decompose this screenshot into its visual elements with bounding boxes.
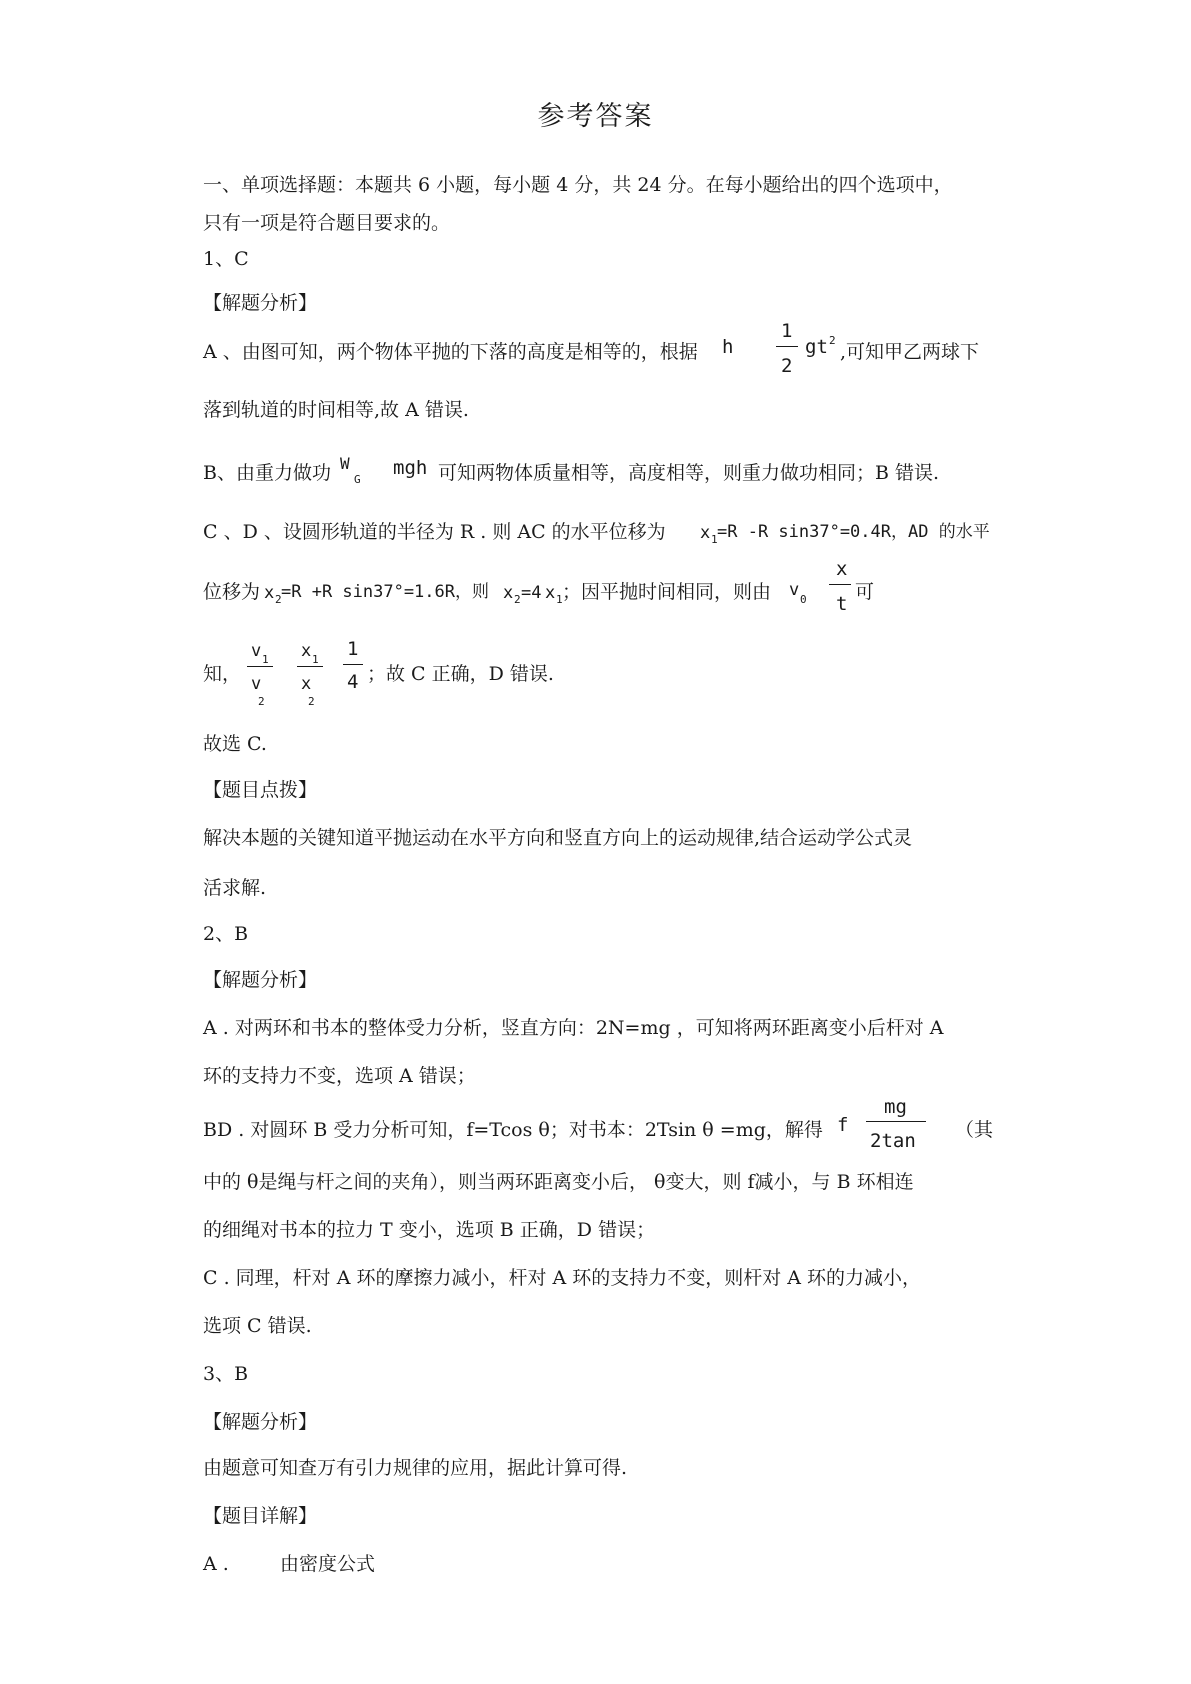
q1-tip-label: 【题目点拨】 [203, 779, 318, 801]
fraction-denominator-sub: 2 [308, 695, 315, 708]
q1-analysis-label: 【解题分析】 [203, 292, 318, 314]
fraction-numerator: mg [884, 1096, 907, 1118]
formula-x2-b-sub: 2 [514, 593, 521, 606]
fraction-denominator-sub: 2 [258, 695, 265, 708]
fraction-numerator-sub: 1 [312, 653, 319, 666]
q3-option-a-label: A . [203, 1553, 229, 1575]
formula-gt: gt [805, 336, 828, 358]
formula-x1-b: x [545, 583, 556, 603]
formula-x1-b-sub: 1 [556, 593, 563, 606]
q1-option-b-text-end: 可知两物体质量相等，高度相等，则重力做功相同；B 错误. [438, 462, 940, 484]
fraction-bar [247, 666, 273, 667]
formula-exponent: 2 [829, 334, 836, 347]
q1-option-cd-line2: 位移为 [203, 581, 261, 603]
q2-option-bd-line1-end: （其 [955, 1119, 994, 1141]
fraction-bar [866, 1121, 926, 1122]
fraction-numerator-sub: 1 [262, 653, 269, 666]
fraction-denominator: 4 [347, 671, 359, 693]
fraction-bar [776, 346, 798, 347]
q2-answer: 2、B [203, 923, 249, 945]
q2-option-a-line2: 环的支持力不变，选项 A 错误； [203, 1065, 476, 1087]
formula-f: f [837, 1114, 849, 1136]
q1-tip-line2: 活求解. [203, 877, 267, 899]
section-heading-line2: 只有一项是符合题目要求的。 [203, 212, 451, 234]
q1-option-cd-line3-text: ；故 C 正确，D 错误. [367, 663, 554, 685]
formula-w-sub: G [354, 473, 361, 486]
q1-tip-line1: 解决本题的关键知道平抛运动在水平方向和竖直方向上的运动规律,结合运动学公式灵 [203, 827, 913, 849]
formula-x1: x [700, 523, 711, 543]
q1-choose: 故选 C. [203, 733, 267, 755]
q1-option-a-text: A 、由图可知，两个物体平抛的下落的高度是相等的，根据 [203, 341, 698, 363]
formula-x2-b: x [503, 583, 514, 603]
fraction-denominator: v [251, 674, 262, 694]
q3-detail-label: 【题目详解】 [203, 1505, 318, 1527]
q1-option-cd-line2-eq: =R +R sin37°=1.6R，则 [281, 582, 489, 602]
formula-v0-sub: 0 [800, 593, 807, 606]
formula-x2: x [264, 583, 275, 603]
q1-option-cd-line1-eq: =R -R sin37°=0.4R，AD 的水平 [717, 522, 990, 542]
q1-option-a-text-end: ,可知甲乙两球下 [840, 341, 980, 363]
fraction-bar [297, 666, 323, 667]
formula-x2-sub: 2 [275, 593, 282, 606]
formula-eq-4: =4 [521, 583, 542, 603]
formula-mgh: mgh [393, 457, 428, 479]
formula-v0: v [789, 580, 800, 600]
q1-option-b-text: B、由重力做功 [203, 462, 331, 484]
q3-answer: 3、B [203, 1363, 249, 1385]
q2-option-c-line1: C . 同理，杆对 A 环的摩擦力减小，杆对 A 环的支持力不变，则杆对 A 环的力减小， [203, 1267, 922, 1289]
q1-option-cd-line3: 知， [203, 663, 242, 685]
formula-h: h [722, 336, 734, 358]
q2-option-a-line1: A . 对两环和书本的整体受力分析，竖直方向：2N=mg ，可知将两环距离变小后杆对 A [203, 1017, 944, 1039]
q2-option-c-line2: 选项 C 错误. [203, 1315, 312, 1337]
fraction-numerator: 1 [781, 320, 793, 342]
fraction-denominator: t [836, 593, 848, 615]
fraction-numerator: x [301, 641, 312, 661]
fraction-denominator: 2tan [870, 1130, 916, 1152]
fraction-denominator: x [301, 674, 312, 694]
q1-option-cd-line2-text: ；因平抛时间相同，则由 [562, 581, 772, 603]
formula-x1-sub: 1 [711, 533, 718, 546]
q1-answer: 1、C [203, 248, 249, 270]
q1-option-cd-line2-end: 可 [855, 581, 875, 603]
q1-option-a-line2: 落到轨道的时间相等,故 A 错误. [203, 399, 469, 421]
q2-analysis-label: 【解题分析】 [203, 969, 318, 991]
section-heading-line1: 一、单项选择题：本题共 6 小题，每小题 4 分，共 24 分。在每小题给出的四个选项中， [203, 174, 953, 196]
q3-analysis-label: 【解题分析】 [203, 1411, 318, 1433]
q2-option-bd-line1: BD . 对圆环 B 受力分析可知，f=Tcos θ；对书本：2Tsin θ =mg，解得 [203, 1119, 823, 1141]
page-title: 参考答案 [537, 101, 654, 132]
q2-option-bd-line2: 中的 θ是绳与杆之间的夹角），则当两环距离变小后， θ变大，则 f减小，与 B 环相连 [203, 1171, 914, 1193]
fraction-denominator: 2 [781, 355, 793, 377]
fraction-bar [829, 584, 851, 585]
q2-option-bd-line3: 的细绳对书本的拉力 T 变小，选项 B 正确，D 错误； [203, 1219, 656, 1241]
fraction-numerator: 1 [347, 638, 359, 660]
fraction-numerator: x [836, 558, 848, 580]
q1-option-cd-line1: C 、D 、设圆形轨道的半径为 R . 则 AC 的水平位移为 [203, 521, 666, 543]
q3-option-a-text: 由密度公式 [280, 1553, 376, 1575]
q3-analysis-text: 由题意可知查万有引力规律的应用，据此计算可得. [203, 1457, 628, 1479]
fraction-numerator: v [251, 641, 262, 661]
formula-w: W [340, 454, 350, 473]
fraction-bar [343, 664, 363, 665]
